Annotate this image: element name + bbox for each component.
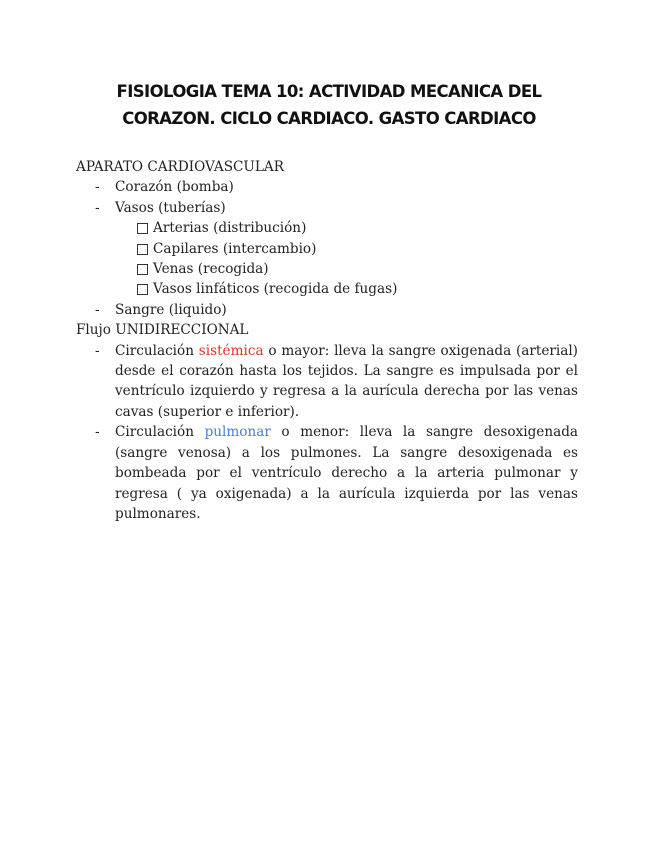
sub-list-item: [76, 239, 578, 259]
sub-list-item-text: Arterias (distribución): [153, 220, 307, 237]
checkbox-square-icon: [137, 284, 148, 295]
list-item: [76, 198, 578, 218]
checkbox-square-icon: [137, 244, 148, 255]
dash-bullet-icon: -: [95, 301, 100, 318]
page-title: FISIOLOGIA TEMA 10: ACTIVIDAD MECANICA DEL CORAZON. CICLO CARDIACO. GASTO CARDIACO: [116, 82, 542, 128]
list-item-text: Sangre (liquido): [115, 301, 227, 318]
paragraph-pulmonary-circulation: [76, 422, 578, 524]
list-item: [76, 177, 578, 197]
section-heading-cardiovascular: APARATO CARDIOVASCULAR: [76, 159, 284, 175]
checkbox-square-icon: [137, 264, 148, 275]
pulmonary-text-rest: o menor: lleva la sangre desoxigenada (sangre venosa) a los pulmones. La sangre desoxigenada es bombeada por el ventrículo derecho a la arteria pulmonar y regresa ( ya oxigenada) a la aurícula izquierda por las venas pulmonares.: [115, 424, 578, 522]
list-item-text: Corazón (bomba): [115, 179, 234, 196]
dash-bullet-icon: -: [95, 199, 100, 216]
sub-list-item: [76, 259, 578, 279]
pulmonary-text-start: Circulación: [115, 424, 205, 441]
sub-list-item-text: Venas (recogida): [153, 261, 269, 278]
dash-bullet-icon: -: [95, 179, 100, 196]
paragraph-systemic-circulation: [76, 341, 578, 423]
sub-list-item-text: Capilares (intercambio): [153, 240, 317, 257]
sub-list-item: [76, 218, 578, 238]
section-heading-flow: Flujo UNIDIRECCIONAL: [76, 322, 249, 339]
list-item: [76, 300, 578, 320]
dash-bullet-icon: -: [95, 342, 100, 359]
sub-list-item: [76, 279, 578, 299]
systemic-highlight: sistémica: [198, 342, 264, 359]
pulmonary-highlight: pulmonar: [204, 424, 271, 441]
sub-list-item-text: Vasos linfáticos (recogida de fugas): [153, 281, 398, 298]
systemic-text-start: Circulación: [115, 342, 199, 359]
systemic-text-rest: o mayor: lleva la sangre oxigenada (arterial) desde el corazón hasta los tejidos. La sangre es impulsada por el ventrículo izquierdo y regresa a la aurícula derecha por las venas cavas (superior e inferior).: [115, 342, 578, 420]
document-body: [76, 157, 578, 524]
checkbox-square-icon: [137, 223, 148, 234]
list-item-text: Vasos (tuberías): [115, 199, 226, 216]
dash-bullet-icon: -: [95, 424, 100, 441]
